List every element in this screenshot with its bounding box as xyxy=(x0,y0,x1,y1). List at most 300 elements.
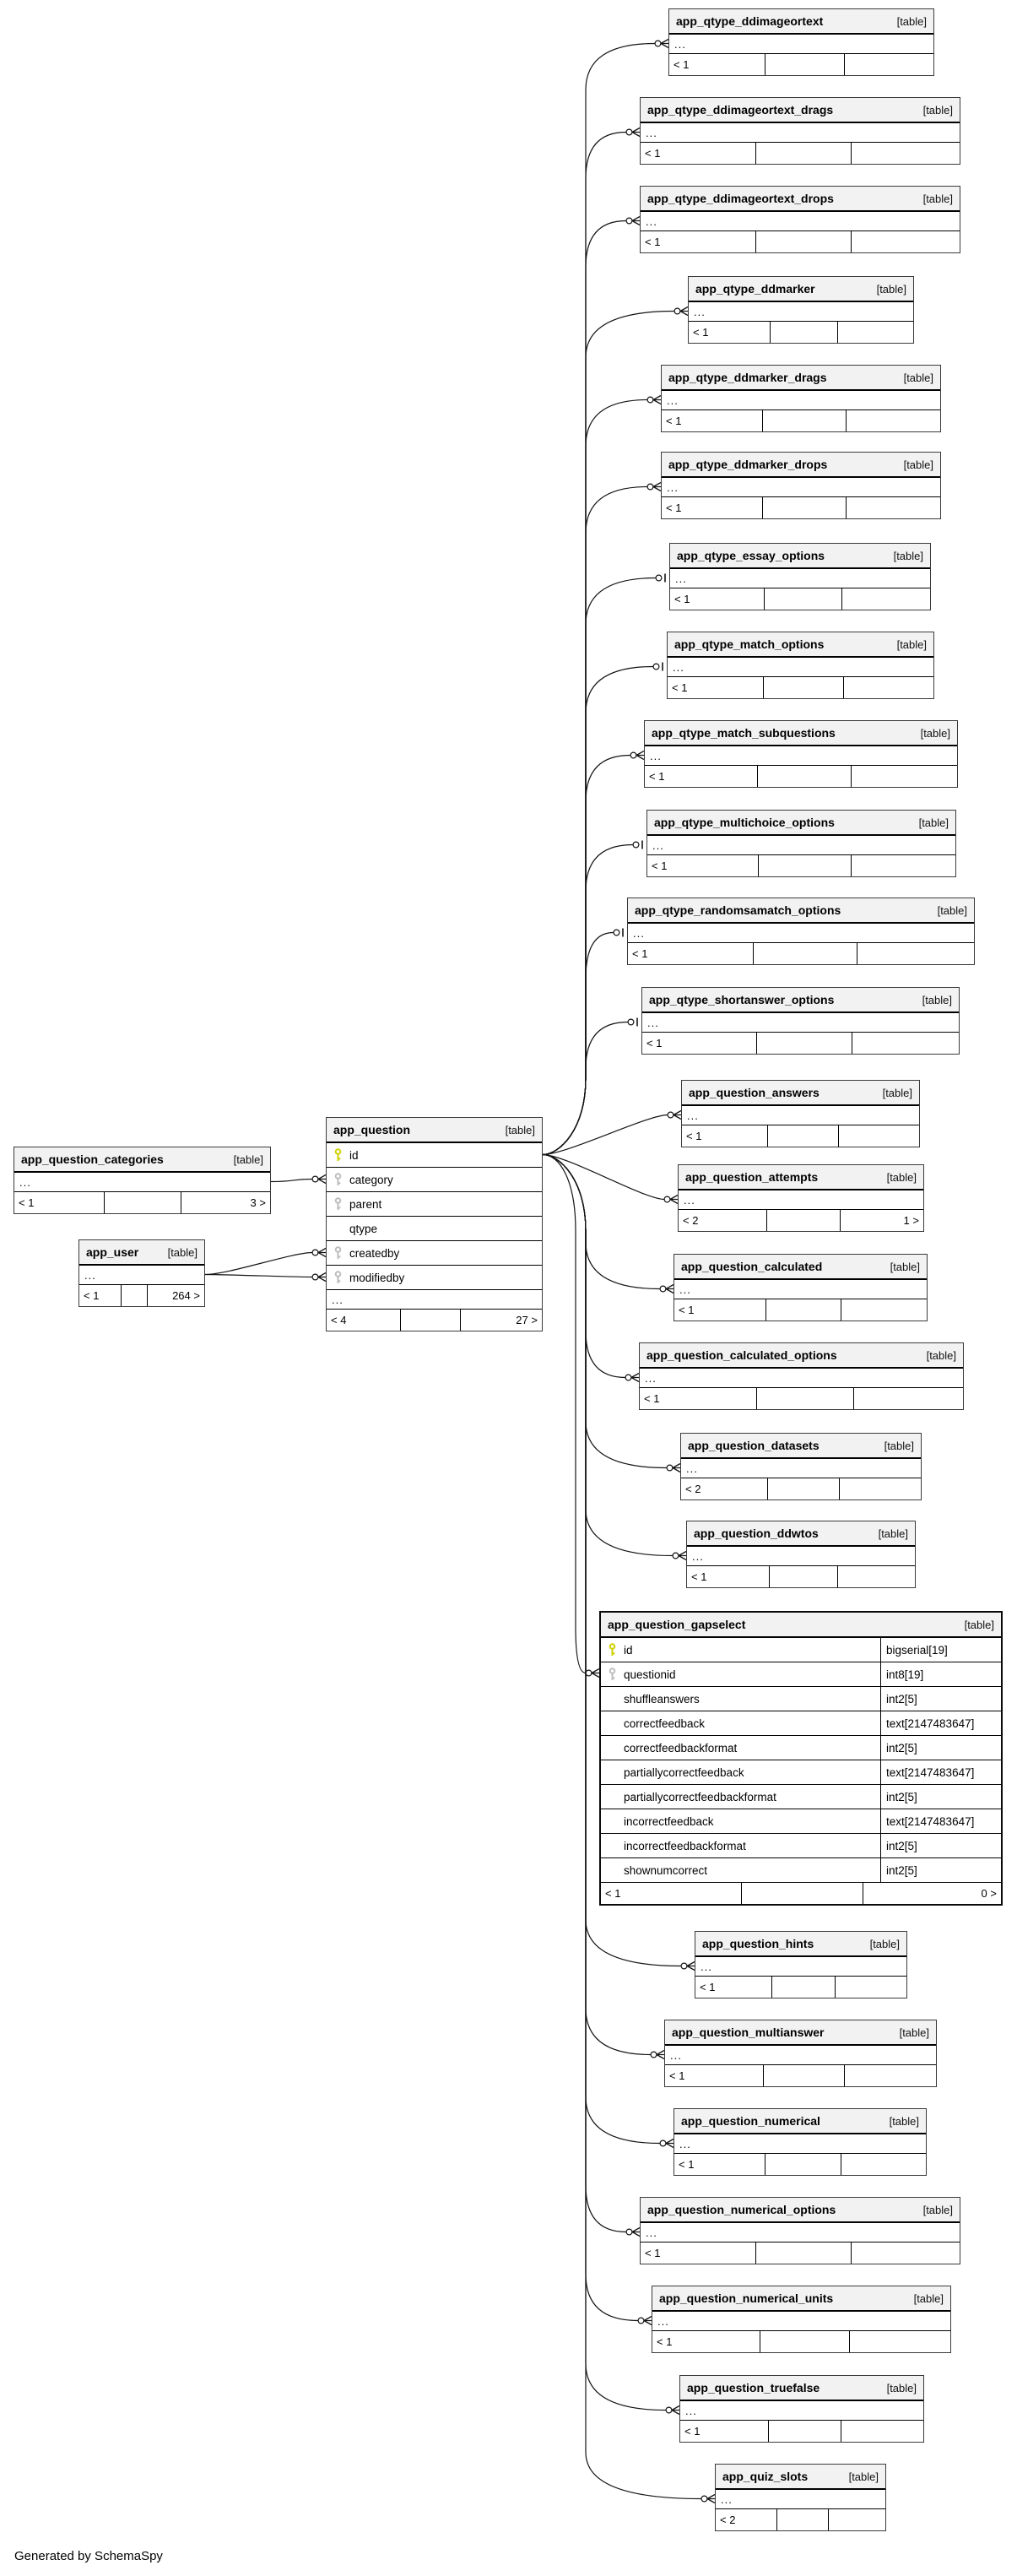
related-count-right xyxy=(851,143,960,164)
hidden-columns-ellipsis: ... xyxy=(669,35,933,54)
table-app_question_calculated_options[interactable] xyxy=(639,1342,964,1410)
related-count-left: < 1 xyxy=(646,1037,663,1049)
related-count-right xyxy=(851,231,960,252)
table-header xyxy=(641,98,960,123)
table-footer xyxy=(716,2509,885,2530)
table-app_qtype_match_subquestions[interactable] xyxy=(644,720,958,788)
related-count-right xyxy=(852,1033,960,1054)
footer-spacer xyxy=(771,1977,835,1998)
column-modifiedby xyxy=(327,1266,542,1290)
table-type-badge: [table] xyxy=(903,371,933,384)
table-header xyxy=(645,721,957,746)
column-incorrectfeedbackformat xyxy=(601,1834,1001,1858)
table-header xyxy=(327,1118,542,1143)
table-footer xyxy=(641,143,960,164)
table-footer xyxy=(680,2421,923,2442)
table-type-badge: [table] xyxy=(896,637,927,651)
foreign-key-icon xyxy=(333,1246,343,1260)
column-name-cell xyxy=(601,1809,881,1833)
table-app_qtype_ddimageortext_drops[interactable] xyxy=(640,186,960,253)
hidden-columns-ellipsis: ... xyxy=(14,1173,270,1192)
table-app_question_gapselect[interactable] xyxy=(599,1611,1003,1906)
related-count-left: < 1 xyxy=(19,1196,35,1209)
table-footer xyxy=(652,2331,950,2352)
related-count-right xyxy=(835,1977,906,1998)
related-count-right xyxy=(844,2065,936,2086)
column-id xyxy=(601,1638,1001,1662)
table-app_qtype_shortanswer_options[interactable] xyxy=(641,987,960,1055)
related-count-left: < 4 xyxy=(331,1314,347,1326)
footer-spacer xyxy=(765,1299,841,1321)
table-app_question_hints[interactable] xyxy=(695,1931,907,1998)
table-name[interactable]: app_qtype_ddimageortext xyxy=(676,14,824,28)
related-count-left: < 1 xyxy=(684,2425,701,2438)
table-header xyxy=(670,544,930,569)
column-shownumcorrect xyxy=(601,1858,1001,1883)
related-count-right xyxy=(841,1299,927,1321)
related-count-right xyxy=(837,322,913,343)
column-name: correctfeedback xyxy=(624,1716,706,1730)
footer-spacer xyxy=(763,677,843,698)
table-footer xyxy=(628,943,974,964)
table-name[interactable]: app_qtype_ddmarker_drags xyxy=(668,371,827,384)
related-count-left: < 1 xyxy=(700,1981,716,1993)
hidden-columns-ellipsis: ... xyxy=(327,1290,542,1310)
related-count-right: 3 > xyxy=(181,1192,270,1213)
table-type-badge: [table] xyxy=(886,2381,917,2394)
table-footer xyxy=(687,1566,915,1587)
footer-spacer xyxy=(760,2331,849,2352)
related-count-left: < 1 xyxy=(673,58,690,71)
footer-spacer xyxy=(755,2242,851,2264)
table-footer xyxy=(674,2154,926,2175)
related-count-right xyxy=(851,855,955,876)
table-name[interactable]: app_question_truefalse xyxy=(687,2381,820,2394)
related-count-left: < 1 xyxy=(666,415,682,427)
table-app_quiz_slots[interactable] xyxy=(715,2464,886,2531)
column-name-cell xyxy=(601,1662,881,1686)
hidden-columns-ellipsis: ... xyxy=(682,1106,919,1125)
hidden-columns-ellipsis: ... xyxy=(716,2490,885,2509)
hidden-columns-ellipsis: ... xyxy=(680,2401,923,2421)
related-count-left: < 2 xyxy=(683,1214,699,1227)
column-name-cell xyxy=(601,1785,881,1809)
table-footer xyxy=(641,2242,960,2264)
hidden-columns-ellipsis: ... xyxy=(695,1957,906,1977)
related-count-left: < 1 xyxy=(679,1304,695,1316)
table-type-badge: [table] xyxy=(848,2470,879,2483)
table-name[interactable]: app_qtype_multichoice_options xyxy=(654,816,835,829)
table-header xyxy=(662,453,940,478)
table-type-badge: [table] xyxy=(922,993,952,1006)
column-name-cell xyxy=(601,1687,881,1711)
related-count-left: < 1 xyxy=(84,1289,100,1302)
column-type: int2[5] xyxy=(886,1863,917,1877)
footer-spacer xyxy=(400,1310,460,1331)
table-name[interactable]: app_qtype_ddmarker xyxy=(695,282,815,296)
table-header xyxy=(679,1165,923,1190)
table-header xyxy=(79,1240,204,1266)
table-name[interactable]: app_qtype_match_options xyxy=(674,637,825,651)
related-count-left: < 1 xyxy=(657,2335,673,2348)
related-count-left: < 1 xyxy=(645,147,661,160)
hidden-columns-ellipsis: ... xyxy=(665,2046,936,2065)
table-type-badge: [table] xyxy=(233,1152,263,1166)
column-name: category xyxy=(349,1173,393,1186)
table-name[interactable]: app_question_numerical xyxy=(681,2114,820,2128)
footer-spacer xyxy=(767,1478,839,1500)
table-app_question_numerical_units[interactable] xyxy=(652,2286,951,2353)
related-count-left: < 1 xyxy=(644,1392,660,1405)
column-createdby xyxy=(327,1241,542,1266)
related-count-right xyxy=(857,943,974,964)
footer-spacer xyxy=(753,943,857,964)
footer-spacer xyxy=(121,1285,147,1306)
table-type-badge: [table] xyxy=(918,816,949,829)
hidden-columns-ellipsis: ... xyxy=(641,212,960,231)
primary-key-icon xyxy=(608,1643,617,1657)
table-footer xyxy=(601,1883,1001,1904)
hidden-columns-ellipsis: ... xyxy=(674,2134,926,2154)
footer-spacer xyxy=(769,1566,837,1587)
related-count-right: 27 > xyxy=(460,1310,542,1331)
column-name-cell xyxy=(601,1858,881,1882)
table-footer xyxy=(681,1478,921,1500)
column-name: partiallycorrectfeedbackformat xyxy=(624,1790,776,1803)
table-app_question_datasets[interactable] xyxy=(680,1433,922,1500)
column-type: int2[5] xyxy=(886,1790,917,1803)
table-footer xyxy=(695,1977,906,1998)
table-footer xyxy=(662,497,940,518)
related-count-right xyxy=(841,2154,926,2175)
column-name-cell xyxy=(601,1760,881,1784)
table-type-badge: [table] xyxy=(876,282,906,296)
table-footer xyxy=(640,1388,963,1409)
table-header xyxy=(695,1932,906,1957)
related-count-left: < 1 xyxy=(649,770,665,783)
column-name: qtype xyxy=(349,1222,378,1235)
table-header xyxy=(668,632,933,658)
footer-spacer xyxy=(762,497,846,518)
table-header xyxy=(665,2020,936,2046)
table-footer xyxy=(327,1310,542,1331)
table-name[interactable]: app_question_hints xyxy=(702,1937,814,1950)
footer-spacer xyxy=(763,2065,844,2086)
related-count-left: < 1 xyxy=(686,1130,702,1142)
table-app_question_numerical_options[interactable] xyxy=(640,2197,960,2264)
related-count-right xyxy=(828,2509,885,2530)
column-correctfeedback xyxy=(601,1711,1001,1736)
footer-spacer xyxy=(756,1388,853,1409)
table-app_qtype_ddmarker[interactable] xyxy=(688,276,914,344)
hidden-columns-ellipsis: ... xyxy=(641,2223,960,2242)
hidden-columns-ellipsis: ... xyxy=(642,1013,959,1033)
hidden-columns-ellipsis: ... xyxy=(641,123,960,143)
column-correctfeedbackformat xyxy=(601,1736,1001,1760)
column-name: correctfeedbackformat xyxy=(624,1741,738,1754)
footer-spacer xyxy=(756,1033,852,1054)
footer-spacer xyxy=(766,1210,840,1231)
footer-spacer xyxy=(764,588,841,610)
column-name: shuffleanswers xyxy=(624,1692,700,1706)
footer-spacer xyxy=(762,410,846,431)
footer-spacer xyxy=(758,855,851,876)
table-app_qtype_ddmarker_drops[interactable] xyxy=(661,452,941,519)
table-type-badge: [table] xyxy=(884,1439,914,1452)
related-count-left: < 1 xyxy=(691,1570,707,1583)
table-type-badge: [table] xyxy=(964,1618,994,1631)
related-count-left: < 1 xyxy=(645,236,661,248)
footer-spacer xyxy=(755,143,851,164)
related-count-right xyxy=(838,1125,919,1147)
table-name[interactable]: app_qtype_ddmarker_drops xyxy=(668,458,828,471)
table-type-badge: [table] xyxy=(893,549,923,562)
table-footer xyxy=(662,410,940,431)
column-name: incorrectfeedback xyxy=(624,1814,714,1828)
footer-spacer xyxy=(741,1883,863,1904)
table-app_question_categories[interactable] xyxy=(14,1147,271,1214)
table-type-badge: [table] xyxy=(505,1123,535,1136)
table-type-badge: [table] xyxy=(889,2114,919,2128)
table-footer xyxy=(14,1192,270,1213)
table-app_question_attempts[interactable] xyxy=(678,1164,924,1232)
related-count-left: < 1 xyxy=(632,947,648,960)
table-type-badge: [table] xyxy=(920,726,950,740)
related-count-right: 1 > xyxy=(840,1210,923,1231)
hidden-columns-ellipsis: ... xyxy=(662,478,940,497)
table-name[interactable]: app_question_numerical_units xyxy=(659,2291,834,2305)
hidden-columns-ellipsis: ... xyxy=(647,836,955,855)
generator-note: Generated by SchemaSpy xyxy=(14,2549,163,2563)
column-name: id xyxy=(624,1643,633,1657)
table-header xyxy=(641,187,960,212)
table-app_qtype_multichoice_options[interactable] xyxy=(646,810,956,877)
table-type-badge: [table] xyxy=(878,1527,908,1540)
table-name[interactable]: app_question_multianswer xyxy=(672,2026,825,2039)
table-name[interactable]: app_user xyxy=(86,1245,139,1259)
column-parent xyxy=(327,1192,542,1217)
table-app_question[interactable] xyxy=(326,1117,543,1331)
table-header xyxy=(662,366,940,391)
column-name: partiallycorrectfeedback xyxy=(624,1765,744,1779)
related-count-left: < 1 xyxy=(679,2158,695,2171)
related-count-right xyxy=(851,766,957,787)
table-type-badge: [table] xyxy=(922,103,953,117)
table-footer xyxy=(665,2065,936,2086)
column-id xyxy=(327,1143,542,1168)
column-name-cell xyxy=(601,1834,881,1857)
footer-spacer xyxy=(770,322,837,343)
table-name[interactable]: app_question_categories xyxy=(21,1152,164,1166)
related-count-right xyxy=(843,677,933,698)
table-name[interactable]: app_qtype_shortanswer_options xyxy=(649,993,835,1006)
table-type-badge: [table] xyxy=(869,1937,900,1950)
related-count-left: < 2 xyxy=(720,2514,736,2526)
foreign-key-icon xyxy=(608,1668,617,1681)
table-app_question_numerical[interactable] xyxy=(673,2108,927,2176)
table-name[interactable]: app_qtype_match_subquestions xyxy=(652,726,836,740)
table-name[interactable]: app_quiz_slots xyxy=(722,2470,809,2483)
table-app_qtype_ddmarker_drags[interactable] xyxy=(661,365,941,432)
column-type: int2[5] xyxy=(886,1839,917,1852)
table-name[interactable]: app_question_calculated xyxy=(681,1260,823,1273)
related-count-right xyxy=(844,54,933,75)
table-name[interactable]: app_qtype_ddimageortext_drops xyxy=(647,192,834,205)
table-name[interactable]: app_qtype_ddimageortext_drags xyxy=(647,103,834,117)
table-header xyxy=(640,1343,963,1369)
hidden-columns-ellipsis: ... xyxy=(668,658,933,677)
hidden-columns-ellipsis: ... xyxy=(687,1547,915,1566)
table-footer xyxy=(669,54,933,75)
table-app_question_ddwtos[interactable] xyxy=(686,1521,916,1588)
related-count-left: < 1 xyxy=(693,326,709,339)
related-count-left: < 2 xyxy=(685,1483,701,1495)
column-type: text[2147483647] xyxy=(886,1765,975,1779)
table-footer xyxy=(670,588,930,610)
table-type-badge: [table] xyxy=(899,2026,929,2039)
related-count-right xyxy=(839,1478,921,1500)
table-footer xyxy=(79,1285,204,1306)
footer-spacer xyxy=(757,766,851,787)
hidden-columns-ellipsis: ... xyxy=(689,302,913,322)
related-count-left: < 1 xyxy=(645,2247,661,2259)
table-header xyxy=(652,2286,950,2312)
table-name[interactable]: app_question xyxy=(333,1123,411,1136)
column-name: createdby xyxy=(349,1246,400,1260)
table-app_qtype_randomsamatch_options[interactable] xyxy=(627,898,975,965)
column-name: parent xyxy=(349,1197,382,1211)
table-app_qtype_ddimageortext[interactable] xyxy=(668,8,934,76)
related-count-right xyxy=(851,2242,960,2264)
column-name-cell xyxy=(601,1711,881,1735)
table-app_question_calculated[interactable] xyxy=(673,1254,928,1321)
hidden-columns-ellipsis: ... xyxy=(645,746,957,766)
foreign-key-icon xyxy=(333,1197,343,1211)
column-type: text[2147483647] xyxy=(886,1716,975,1730)
related-count-left: < 1 xyxy=(669,2069,685,2082)
related-count-right xyxy=(853,1388,963,1409)
footer-spacer xyxy=(767,1125,838,1147)
table-type-badge: [table] xyxy=(882,1086,912,1099)
table-header xyxy=(674,2109,926,2134)
column-questionid xyxy=(601,1662,1001,1687)
footer-spacer xyxy=(765,54,844,75)
table-header xyxy=(647,811,955,836)
table-type-badge: [table] xyxy=(886,1170,917,1184)
foreign-key-icon xyxy=(333,1271,343,1284)
table-app_qtype_ddimageortext_drags[interactable] xyxy=(640,97,960,165)
table-type-badge: [table] xyxy=(896,14,927,28)
table-name[interactable]: app_question_calculated_options xyxy=(646,1348,837,1362)
table-header xyxy=(687,1521,915,1547)
table-type-badge: [table] xyxy=(913,2291,944,2305)
related-count-left: < 1 xyxy=(652,860,668,872)
table-app_question_truefalse[interactable] xyxy=(679,2375,924,2443)
related-count-right xyxy=(837,1566,915,1587)
primary-key-icon xyxy=(333,1148,343,1162)
related-count-right: 0 > xyxy=(863,1883,1001,1904)
table-type-badge: [table] xyxy=(922,192,953,205)
column-shuffleanswers xyxy=(601,1687,1001,1711)
hidden-columns-ellipsis: ... xyxy=(79,1266,204,1285)
table-name[interactable]: app_question_answers xyxy=(689,1086,820,1099)
table-name[interactable]: app_question_ddwtos xyxy=(694,1527,819,1540)
column-incorrectfeedback xyxy=(601,1809,1001,1834)
table-type-badge: [table] xyxy=(167,1245,197,1259)
column-type: int8[19] xyxy=(886,1668,924,1681)
table-footer xyxy=(647,855,955,876)
table-type-badge: [table] xyxy=(937,903,967,917)
related-count-right xyxy=(849,2331,950,2352)
hidden-columns-ellipsis: ... xyxy=(679,1190,923,1210)
related-count-left: < 1 xyxy=(672,681,688,694)
hidden-columns-ellipsis: ... xyxy=(674,1280,927,1299)
table-app_user[interactable] xyxy=(78,1239,205,1307)
table-name[interactable]: app_question_attempts xyxy=(685,1170,819,1184)
column-name: incorrectfeedbackformat xyxy=(624,1839,746,1852)
foreign-key-icon xyxy=(333,1173,343,1186)
table-header xyxy=(601,1613,1001,1638)
hidden-columns-ellipsis: ... xyxy=(681,1459,921,1478)
column-partiallycorrectfeedbackformat xyxy=(601,1785,1001,1809)
related-count-right xyxy=(841,2421,923,2442)
footer-spacer xyxy=(776,2509,827,2530)
table-name[interactable]: app_qtype_essay_options xyxy=(677,549,825,562)
hidden-columns-ellipsis: ... xyxy=(652,2312,950,2331)
table-header xyxy=(674,1255,927,1280)
table-header xyxy=(682,1081,919,1106)
table-app_question_multianswer[interactable] xyxy=(664,2020,937,2087)
table-name[interactable]: app_qtype_randomsamatch_options xyxy=(635,903,841,917)
related-count-left: < 1 xyxy=(666,502,682,514)
table-name[interactable]: app_question_datasets xyxy=(688,1439,820,1452)
table-header xyxy=(14,1147,270,1173)
related-count-right xyxy=(841,588,930,610)
table-type-badge: [table] xyxy=(922,2203,953,2216)
related-count-right: 264 > xyxy=(147,1285,204,1306)
hidden-columns-ellipsis: ... xyxy=(640,1369,963,1388)
table-footer xyxy=(642,1033,959,1054)
table-header xyxy=(689,277,913,302)
column-type: text[2147483647] xyxy=(886,1814,975,1828)
column-partiallycorrectfeedback xyxy=(601,1760,1001,1785)
column-name-cell xyxy=(601,1638,881,1662)
table-header xyxy=(642,988,959,1013)
column-type: int2[5] xyxy=(886,1692,917,1706)
column-qtype xyxy=(327,1217,542,1241)
table-header xyxy=(641,2198,960,2223)
table-footer xyxy=(679,1210,923,1231)
table-footer xyxy=(641,231,960,252)
table-app_question_answers[interactable] xyxy=(681,1080,920,1147)
related-count-right xyxy=(846,410,940,431)
footer-spacer xyxy=(755,231,851,252)
footer-spacer xyxy=(768,2421,841,2442)
table-footer xyxy=(674,1299,927,1321)
table-footer xyxy=(645,766,957,787)
related-count-right xyxy=(846,497,940,518)
table-header xyxy=(669,9,933,35)
table-app_qtype_essay_options[interactable] xyxy=(669,543,931,610)
hidden-columns-ellipsis: ... xyxy=(662,391,940,410)
footer-spacer xyxy=(104,1192,181,1213)
related-count-left: < 1 xyxy=(605,1887,621,1900)
table-app_qtype_match_options[interactable] xyxy=(667,632,934,699)
table-name[interactable]: app_question_gapselect xyxy=(608,1618,746,1631)
table-header xyxy=(716,2465,885,2490)
column-name: questionid xyxy=(624,1668,676,1681)
table-name[interactable]: app_question_numerical_options xyxy=(647,2203,836,2216)
